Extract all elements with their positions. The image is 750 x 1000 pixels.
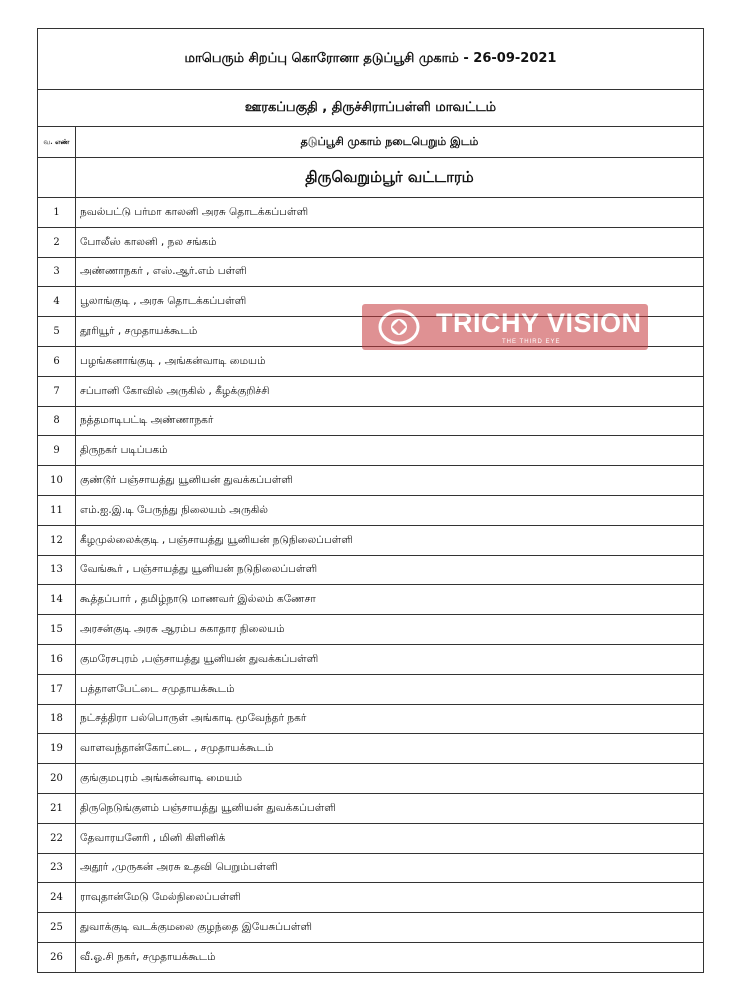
row-serial-number: 20 [38, 764, 76, 794]
place-header: தடுப்பூசி முகாம் நடைபெறும் இடம் [76, 127, 704, 158]
row-camp-location: நவல்பட்டு பர்மா காலனி அரசு தொடக்கப்பள்ளி [76, 198, 704, 228]
row-serial-number: 19 [38, 734, 76, 764]
row-camp-location: திருநகர் படிப்பகம் [76, 436, 704, 466]
row-camp-location: தேவாரயனேரி , மினி கிளினிக் [76, 823, 704, 853]
block-name: திருவெறும்பூர் வட்டாரம் [76, 158, 704, 198]
table-row [38, 674, 703, 704]
watermark-text: TRICHY VISION [436, 308, 642, 338]
row-serial-number: 6 [38, 346, 76, 376]
table-row [38, 793, 703, 823]
row-camp-location: குமரேசபுரம் ,பஞ்சாயத்து யூனியன் துவக்கப்பள்ளி [76, 644, 704, 674]
table-row [38, 466, 703, 496]
table-row [38, 436, 703, 466]
table-row [38, 346, 703, 376]
table-row [38, 764, 703, 794]
row-serial-number: 22 [38, 823, 76, 853]
watermark-tagline: THE THIRD EYE [502, 339, 561, 345]
row-camp-location: பூலாங்குடி , அரசு தொடக்கப்பள்ளி [76, 287, 704, 317]
row-camp-location: வாளவந்தான்கோட்டை , சமுதாயக்கூடம் [76, 734, 704, 764]
table-row [38, 853, 703, 883]
row-camp-location: தூரியூர் , சமுதாயக்கூடம் [76, 317, 704, 347]
row-serial-number: 1 [38, 198, 76, 228]
row-camp-location: பத்தாளபேட்டை சமுதாயக்கூடம் [76, 674, 704, 704]
camp-list-sheet [37, 28, 704, 973]
row-serial-number: 12 [38, 525, 76, 555]
row-camp-location: சப்பானி கோவில் அருகில் , கீழக்குறிச்சி [76, 376, 704, 406]
document-title: மாபெரும் சிறப்பு கொரோனா தடுப்பூசி முகாம் - 26-09-2021 [38, 29, 703, 90]
table-row [38, 227, 703, 257]
row-camp-location: வேங்கூர் , பஞ்சாயத்து யூனியன் நடுநிலைப்பள்ளி [76, 555, 704, 585]
table-row [38, 615, 703, 645]
row-camp-location: ராவுதான்மேடு மேல்நிலைப்பள்ளி [76, 883, 704, 913]
row-camp-location: அரசன்குடி அரசு ஆரம்ப சுகாதார நிலையம் [76, 615, 704, 645]
table-row [38, 942, 703, 971]
row-serial-number: 17 [38, 674, 76, 704]
serial-header: வ. எண் [38, 127, 76, 158]
row-camp-location: அதூர் ,முருகன் அரசு உதவி பெறும்பள்ளி [76, 853, 704, 883]
row-serial-number: 25 [38, 913, 76, 943]
row-serial-number: 13 [38, 555, 76, 585]
table-row [38, 555, 703, 585]
row-camp-location: நத்தமாடிபட்டி அண்ணாநகர் [76, 406, 704, 436]
row-serial-number: 18 [38, 704, 76, 734]
table-row [38, 644, 703, 674]
row-serial-number: 11 [38, 495, 76, 525]
table-row [38, 913, 703, 943]
row-serial-number: 14 [38, 585, 76, 615]
row-camp-location: வீ.ஓ.சி நகர், சமுதாயக்கூடம் [76, 942, 704, 971]
table-row [38, 883, 703, 913]
row-camp-location: போலீஸ் காலனி , நல சங்கம் [76, 227, 704, 257]
table-row [38, 823, 703, 853]
row-serial-number: 7 [38, 376, 76, 406]
row-serial-number: 26 [38, 942, 76, 971]
row-serial-number: 15 [38, 615, 76, 645]
row-camp-location: குங்குமபுரம் அங்கன்வாடி மையம் [76, 764, 704, 794]
row-serial-number: 24 [38, 883, 76, 913]
row-serial-number: 3 [38, 257, 76, 287]
row-camp-location: கூத்தப்பார் , தமிழ்நாடு மாணவர் இல்லம் கணேசா [76, 585, 704, 615]
row-camp-location: எம்.ஐ.இ.டி பேருந்து நிலையம் அருகில் [76, 495, 704, 525]
table-row [38, 585, 703, 615]
row-serial-number: 8 [38, 406, 76, 436]
row-serial-number: 2 [38, 227, 76, 257]
row-camp-location: நட்சத்திரா பல்பொருள் அங்காடி மூவேந்தர் நகர் [76, 704, 704, 734]
table-header-row [38, 127, 703, 158]
row-serial-number: 21 [38, 793, 76, 823]
row-serial-number: 23 [38, 853, 76, 883]
table-row [38, 734, 703, 764]
camp-table [38, 127, 703, 972]
table-row [38, 406, 703, 436]
row-serial-number: 4 [38, 287, 76, 317]
table-row [38, 376, 703, 406]
table-row [38, 198, 703, 228]
row-serial-number: 10 [38, 466, 76, 496]
block-row [38, 158, 703, 198]
row-serial-number: 9 [38, 436, 76, 466]
watermark [362, 304, 648, 350]
table-row [38, 704, 703, 734]
row-camp-location: துவாக்குடி வடக்குமலை குழந்தை இயேசுப்பள்ளி [76, 913, 704, 943]
district-subtitle: ஊரகப்பகுதி , திருச்சிராப்பள்ளி மாவட்டம் [38, 90, 703, 127]
watermark-banner [362, 304, 648, 350]
row-camp-location: கீழமுல்லைக்குடி , பஞ்சாயத்து யூனியன் நடுநிலைப்பள்ளி [76, 525, 704, 555]
table-row [38, 257, 703, 287]
row-camp-location: பழங்கனாங்குடி , அங்கன்வாடி மையம் [76, 346, 704, 376]
row-camp-location: குண்டூர் பஞ்சாயத்து யூனியன் துவக்கப்பள்ளி [76, 466, 704, 496]
block-row-blank-cell [38, 158, 76, 198]
table-row [38, 495, 703, 525]
table-row [38, 525, 703, 555]
row-camp-location: திருநெடுங்குளம் பஞ்சாயத்து யூனியன் துவக்கப்பள்ளி [76, 793, 704, 823]
row-camp-location: அண்ணாநகர் , எஸ்.ஆர்.எம் பள்ளி [76, 257, 704, 287]
row-serial-number: 5 [38, 317, 76, 347]
row-serial-number: 16 [38, 644, 76, 674]
eye-logo-icon [378, 308, 420, 346]
